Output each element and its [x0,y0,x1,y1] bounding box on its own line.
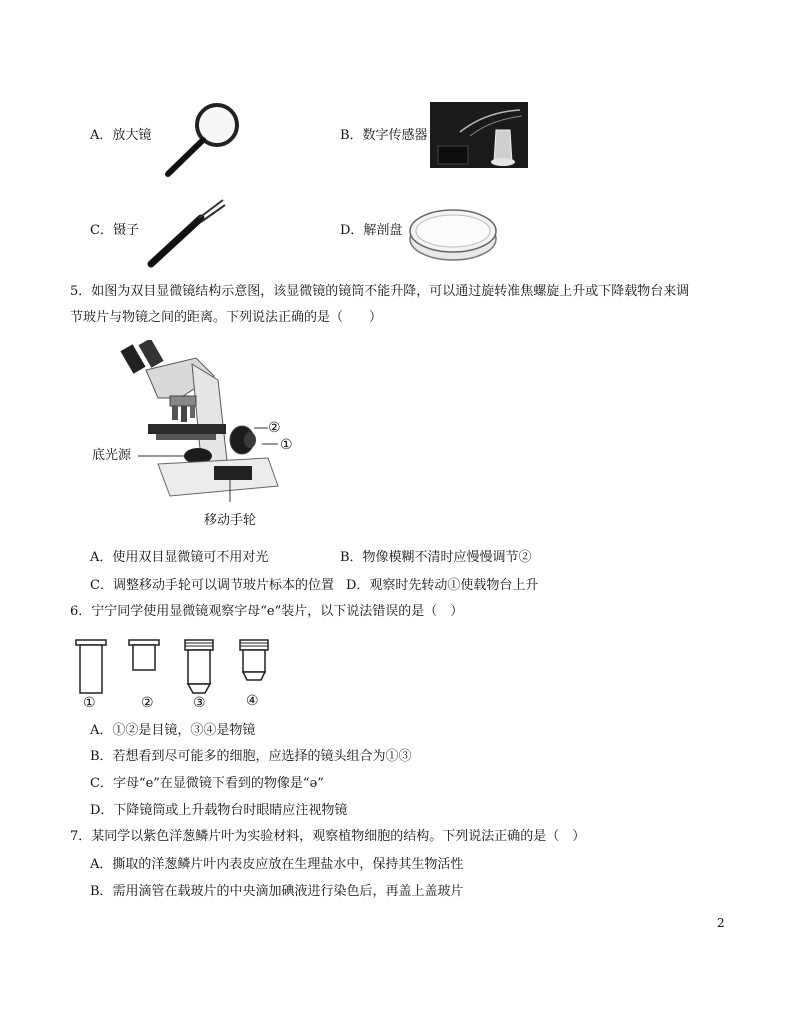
lens-label-1: ① [83,695,96,711]
moving-wheel-label: 移动手轮 [204,513,257,528]
microscope-label-2: ② [268,420,281,436]
q7-option-a: A．撕取的洋葱鳞片叶内表皮应放在生理盐水中，保持其生物活性 [90,857,464,872]
q5-option-c: C．调整移动手轮可以调节玻片标本的位置 [90,578,334,593]
lens-label-3: ③ [193,695,206,711]
microscope-label-1: ① [280,437,293,453]
q6-option-b: B．若想看到尽可能多的细胞，应选择的镜头组合为①③ [90,749,412,764]
lens-label-4: ④ [246,693,259,709]
light-source-label: 底光源 [92,448,132,463]
q6-stem: 6．宁宁同学使用显微镜观察字母“e”装片，以下说法错误的是（ ） [70,604,464,619]
lens-label-2: ② [141,695,154,711]
page-number: 2 [717,916,725,930]
lenses-figure [74,636,274,698]
q6-option-c: C．字母“e”在显微镜下看到的物像是“ə” [90,776,324,791]
dissection-dish-icon [407,203,499,263]
option-c-text: C．镊子 [90,223,139,238]
q5-stem-line1: 5．如图为双目显微镜结构示意图，该显微镜的镜筒不能升降，可以通过旋转准焦螺旋上升或下降载物台来调 [70,284,690,299]
q7-stem: 7．某同学以紫色洋葱鳞片叶为实验材料，观察植物细胞的结构。下列说法正确的是（ ） [70,829,586,844]
q5-option-d: D．观察时先转动①使载物台上升 [346,578,539,593]
q7-option-b: B．需用滴管在载玻片的中央滴加碘液进行染色后，再盖上盖玻片 [90,884,464,899]
option-d-text: D．解剖盘 [340,223,403,238]
option-b-text: B．数字传感器 [340,128,428,143]
q5-stem-line2: 节玻片与物镜之间的距离。下列说法正确的是（ ） [70,310,383,325]
q5-option-b: B．物像模糊不清时应慢慢调节② [340,550,532,565]
q5-option-a: A．使用双目显微镜可不用对光 [90,550,269,565]
q6-option-d: D．下降镜筒或上升载物台时眼睛应注视物镜 [90,803,348,818]
option-a-text: A．放大镜 [90,128,152,143]
tweezers-icon [145,196,229,270]
magnifier-icon [162,100,244,180]
digital-sensor-photo [430,102,528,168]
q6-option-a: A．①②是目镜，③④是物镜 [90,723,256,738]
